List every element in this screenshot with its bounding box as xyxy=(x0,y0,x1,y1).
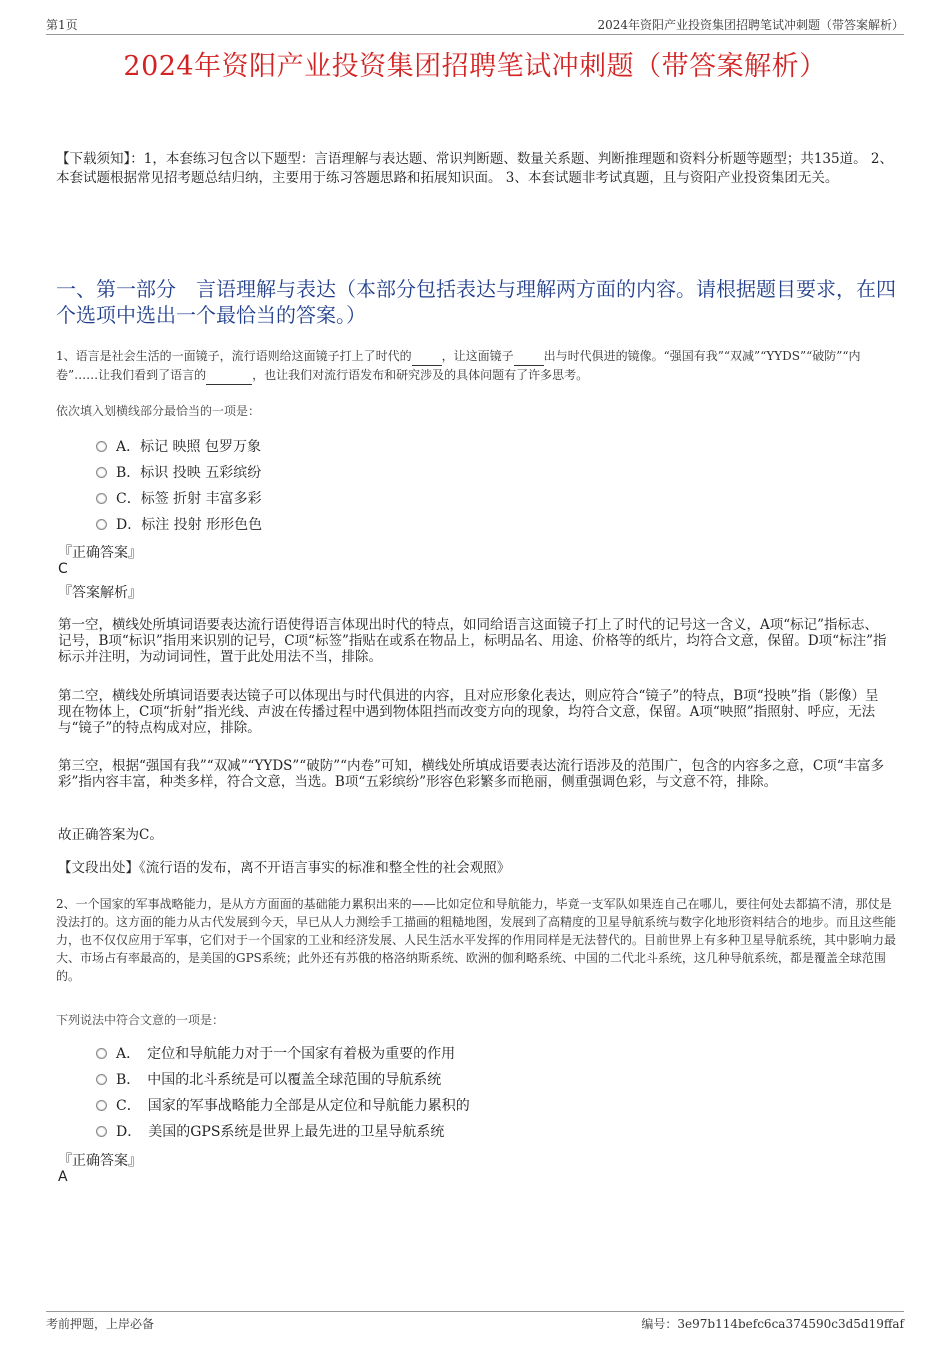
question-2-text: 2、一个国家的军事战略能力，是从方方面面的基础能力累积出来的——比如定位和导航能力，毕竟一支军队如果连自己在哪儿，要往何处去都搞不清，那仗是没法打的。这方面的能力从古代发展到今天，早已从人力测绘手工描画的粗糙地图，发展到了高精度的卫星导航系统与数字化地形资料结合的地步。而且这些能力，也不仅仅应用于军事，它们对于一个国家的工业和经济发展、人民生活水平发挥的作用同样是无法替代的。目前世界上有多种卫星导航系统，其中影响力最大、市场占有率最高的，是美国的GPS系统；此外还有苏俄的格洛纳斯系统、欧洲的伽利略系统、中国的二代北斗系统，这几种导航系统，都是覆盖全球范围的。 xyxy=(56,897,897,983)
analysis-conclusion: 故正确答案为C。 xyxy=(58,827,163,843)
option-label: A．标记 映照 包罗万象 xyxy=(116,439,262,455)
analysis-paragraph-2: 第二空，横线处所填词语要表达镜子可以体现出与时代俱进的内容，且对应形象化表达，则应符合“镜子”的特点，B项“投映”指（影像）呈现在物体上，C项“折射”指光线、声波在传播过程中遇到物体阻挡而改变方向的现象，均符合文意，保留。A项“映照”指照射、呼应，无法与“镜子”的特点构成对应，排除。 xyxy=(58,688,879,736)
option-b[interactable] xyxy=(96,1066,470,1092)
option-label: B． 中国的北斗系统是可以覆盖全球范围的导航系统 xyxy=(116,1072,442,1088)
option-d[interactable] xyxy=(96,511,262,537)
option-label: D． 美国的GPS系统是世界上最先进的卫星导航系统 xyxy=(116,1124,445,1140)
analysis-paragraph-3: 第三空，根据“强国有我”“双减”“YYDS”“破防”“内卷”可知，横线处所填成语要表达流行语涉及的范围广，包含的内容多之意，C项“丰富多彩”指内容丰富，种类多样，符合文意，当选。B项“五彩缤纷”形容色彩繁多而艳丽，侧重强调色彩，与文意不符，排除。 xyxy=(58,758,885,790)
blank-1 xyxy=(412,347,442,366)
radio-icon[interactable] xyxy=(96,1048,107,1059)
download-notice: 【下载须知】：1，本套练习包含以下题型：言语理解与表达题、常识判断题、数量关系题、判断推理题和资料分析题等题型；共135道。 2、本套试题根据常见招考题总结归纳，主要用于练习答题思路和拓展知识面。 3、本套试题非考试真题，且与资阳产业投资集团无关。 xyxy=(56,151,893,186)
radio-icon[interactable] xyxy=(96,1126,107,1137)
q1-text-part: 出与时代俱进的镜像。“强国有我”“双减”“YYDS”“破防”“内卷”……让我们看到了语言的 xyxy=(56,349,861,382)
page-footer xyxy=(46,1311,904,1334)
correct-answer: C xyxy=(58,561,68,577)
document-id: 编号：3e97b114befc6ca374590c3d5d19ffaf xyxy=(641,1317,904,1331)
option-c[interactable] xyxy=(96,1092,470,1118)
answer-label: 『正确答案』 xyxy=(58,1153,142,1169)
option-a[interactable] xyxy=(96,1040,470,1066)
option-label: C．标签 折射 丰富多彩 xyxy=(116,491,262,507)
page-header xyxy=(46,14,904,35)
question-2-options xyxy=(96,1040,470,1144)
question-1-prompt: 依次填入划横线部分最恰当的一项是： xyxy=(56,404,261,418)
blank-2 xyxy=(514,347,544,366)
passage-source: 【文段出处】《流行语的发布，离不开语言事实的标准和整全性的社会观照》 xyxy=(58,860,511,876)
radio-icon[interactable] xyxy=(96,1074,107,1085)
q1-text-part: ，让这面镜子 xyxy=(441,349,514,363)
question-1-text xyxy=(56,347,900,385)
q1-text-part: 1、语言是社会生活的一面镜子，流行语则给这面镜子打上了时代的 xyxy=(56,349,412,363)
radio-icon[interactable] xyxy=(96,441,107,452)
option-label: C． 国家的军事战略能力全部是从定位和导航能力累积的 xyxy=(116,1098,470,1114)
option-d[interactable] xyxy=(96,1118,470,1144)
radio-icon[interactable] xyxy=(96,1100,107,1111)
page-number: 第1页 xyxy=(46,18,78,32)
q1-text-part: ，也让我们对流行语发布和研究涉及的具体问题有了许多思考。 xyxy=(252,368,589,382)
option-c[interactable] xyxy=(96,485,262,511)
option-b[interactable] xyxy=(96,459,262,485)
analysis-paragraph-1: 第一空，横线处所填词语要表达流行语使得语言体现出时代的特点，如同给语言这面镜子打上了时代的记号这一含义，A项“标记”指标志、记号，B项“标识”指用来识别的记号，C项“标签”指贴在或系在物品上，标明品名、用途、价格等的纸片，均符合文意，保留。D项“标注”指标示并注明，为动词词性，置于此处用法不当，排除。 xyxy=(58,617,887,665)
blank-3 xyxy=(206,366,252,385)
page-title: 2024年资阳产业投资集团招聘笔试冲刺题（带答案解析） xyxy=(123,51,827,82)
correct-answer: A xyxy=(58,1169,68,1185)
question-2-prompt: 下列说法中符合文意的一项是： xyxy=(56,1013,225,1027)
question-1-options xyxy=(96,433,262,537)
option-label: B．标识 投映 五彩缤纷 xyxy=(116,465,262,481)
option-a[interactable] xyxy=(96,433,262,459)
radio-icon[interactable] xyxy=(96,493,107,504)
option-label: A． 定位和导航能力对于一个国家有着极为重要的作用 xyxy=(116,1046,456,1062)
section-heading: 一、第一部分 言语理解与表达（本部分包括表达与理解两方面的内容。请根据题目要求，在四个选项中选出一个最恰当的答案。） xyxy=(56,277,896,327)
header-doc-title: 2024年资阳产业投资集团招聘笔试冲刺题（带答案解析） xyxy=(597,18,904,32)
analysis-label: 『答案解析』 xyxy=(58,585,142,601)
option-label: D．标注 投射 形形色色 xyxy=(116,517,263,533)
radio-icon[interactable] xyxy=(96,467,107,478)
footer-slogan: 考前押题，上岸必备 xyxy=(46,1317,155,1331)
answer-label: 『正确答案』 xyxy=(58,545,142,561)
radio-icon[interactable] xyxy=(96,519,107,530)
